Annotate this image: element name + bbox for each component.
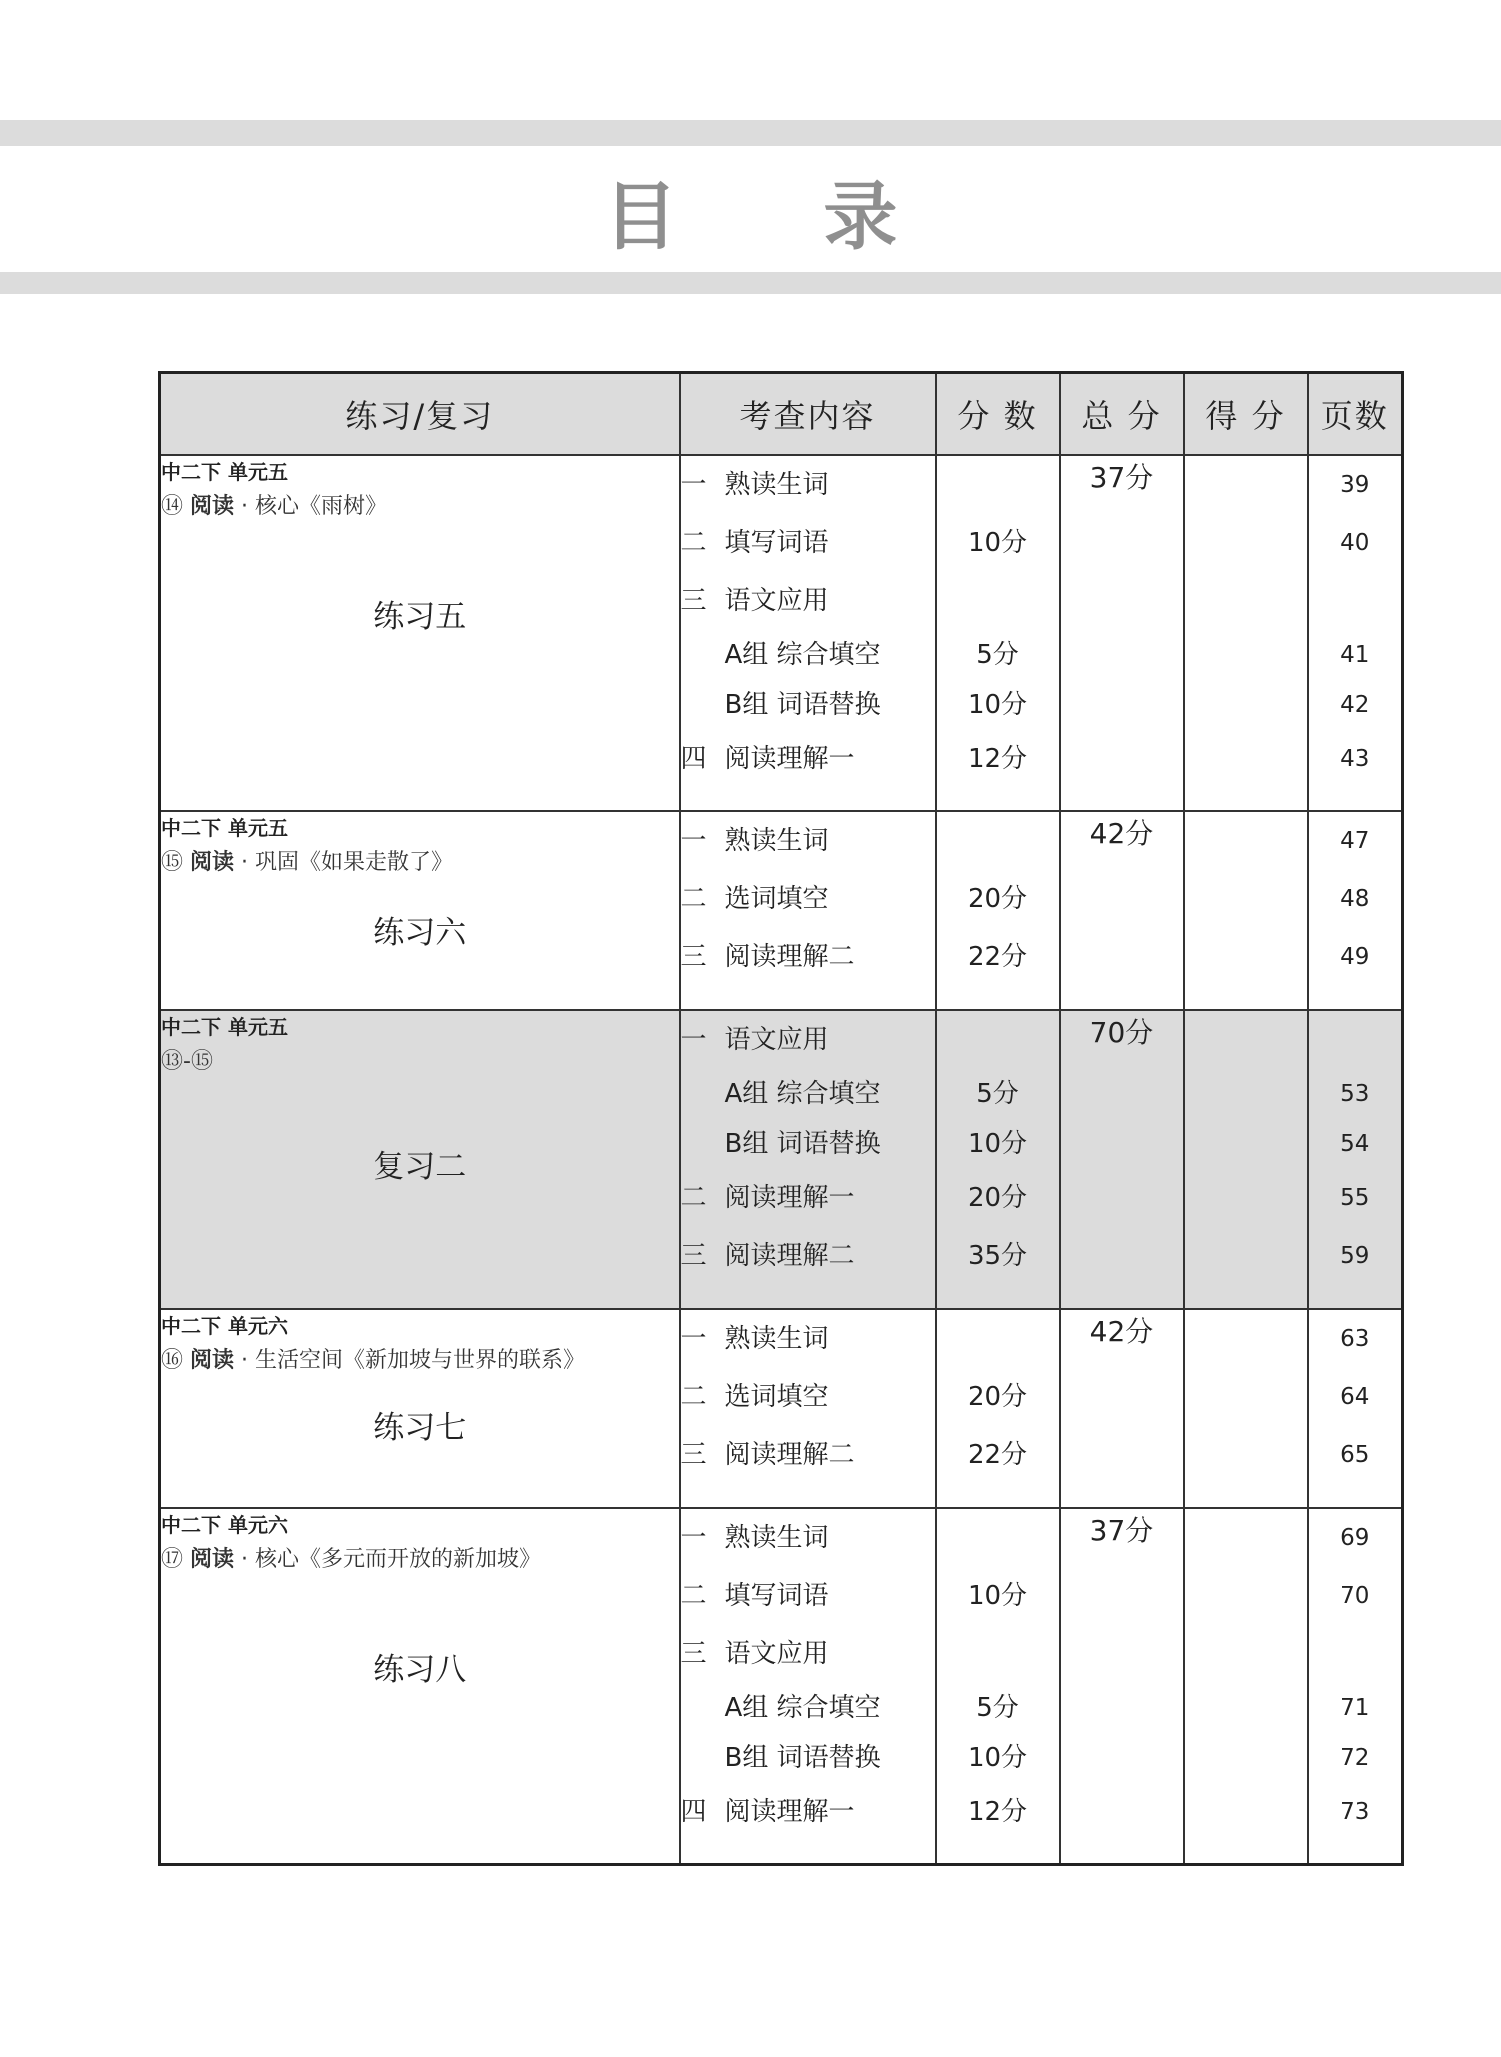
score-cell — [936, 1508, 1060, 1864]
score-value: 5分 — [976, 1693, 1019, 1723]
obtained-cell — [1184, 811, 1308, 1010]
unit-label: 中二下 单元六 — [161, 1513, 288, 1537]
item-text: B组 词语替换 — [724, 1743, 881, 1773]
obtained-cell — [1184, 455, 1308, 811]
score-value: 5分 — [976, 1079, 1019, 1109]
item-text: 语文应用 — [724, 1639, 829, 1669]
score-value: 10分 — [967, 1743, 1028, 1773]
score-value: 22分 — [967, 942, 1028, 972]
toc-table — [158, 371, 1404, 1866]
score-cell — [936, 455, 1060, 811]
page-cell — [1308, 1508, 1403, 1864]
score-value: 20分 — [967, 884, 1028, 914]
item-text: A组 综合填空 — [724, 1693, 881, 1723]
lesson-label — [161, 845, 679, 876]
item-mark: 一 — [680, 1324, 707, 1354]
item-mark: 三 — [680, 586, 707, 616]
content-cell — [680, 811, 936, 1010]
page-number: 71 — [1340, 1695, 1370, 1721]
item-text: 选词填空 — [724, 1382, 829, 1412]
page-number: 73 — [1340, 1799, 1370, 1825]
item-mark: 一 — [680, 826, 707, 856]
page-number: 47 — [1340, 828, 1370, 854]
lesson-label — [161, 1542, 679, 1573]
toc-body — [160, 455, 1403, 1864]
lesson-number: ⑬-⑮ — [161, 1049, 213, 1074]
page-cell — [1308, 455, 1403, 811]
item-text: 阅读理解二 — [724, 1440, 855, 1470]
score-value: 22分 — [967, 1440, 1028, 1470]
lesson-title: · 生活空间《新加坡与世界的联系》 — [234, 1348, 585, 1373]
score-value — [937, 812, 1059, 870]
exercise-cell — [160, 1010, 680, 1309]
content-line — [681, 928, 935, 986]
page-number: 54 — [1340, 1131, 1370, 1157]
page-number — [1309, 572, 1402, 630]
lesson-label — [161, 489, 679, 520]
page-number: 42 — [1340, 692, 1370, 718]
table-row — [160, 1508, 1403, 1864]
item-text: 填写词语 — [724, 1581, 829, 1611]
page-number: 70 — [1340, 1583, 1370, 1609]
score-value — [937, 1509, 1059, 1567]
header-row — [160, 373, 1403, 456]
total-cell: 37分 — [1060, 455, 1184, 811]
content-line — [681, 1119, 935, 1169]
unit-label: 中二下 单元六 — [161, 1314, 288, 1338]
obtained-cell — [1184, 1508, 1308, 1864]
unit-label: 中二下 单元五 — [161, 460, 288, 484]
lesson-kind: 阅读 — [190, 1547, 235, 1572]
page-number: 43 — [1340, 746, 1370, 772]
item-text: 熟读生词 — [724, 1324, 829, 1354]
obtained-cell — [1184, 1309, 1308, 1508]
exercise-cell — [160, 811, 680, 1010]
header-exercise: 练习/复习 — [160, 373, 680, 456]
page-cell — [1308, 1309, 1403, 1508]
lesson-kind: 阅读 — [190, 850, 235, 875]
score-cell — [936, 1010, 1060, 1309]
page-number: 53 — [1340, 1081, 1370, 1107]
exercise-name: 练习七 — [373, 1410, 467, 1446]
score-value: 12分 — [967, 1797, 1028, 1827]
page-number: 72 — [1340, 1745, 1370, 1771]
item-mark: 二 — [680, 884, 707, 914]
page-title: 目 录 — [603, 174, 958, 260]
content-line — [681, 1509, 935, 1567]
total-cell: 42分 — [1060, 811, 1184, 1010]
table-row — [160, 1010, 1403, 1309]
content-line — [681, 1368, 935, 1426]
item-text: 阅读理解一 — [724, 1183, 855, 1213]
lesson-kind: 阅读 — [190, 494, 235, 519]
page-number — [1309, 1625, 1402, 1683]
item-mark: 一 — [680, 1523, 707, 1553]
table-row — [160, 1309, 1403, 1508]
item-mark: 二 — [680, 528, 707, 558]
content-line — [681, 514, 935, 572]
content-line — [681, 870, 935, 928]
header-band-bottom — [0, 272, 1501, 294]
content-line — [681, 680, 935, 730]
item-mark: 三 — [680, 1440, 707, 1470]
score-value: 35分 — [967, 1241, 1028, 1271]
score-value: 12分 — [967, 744, 1028, 774]
content-line — [681, 812, 935, 870]
obtained-cell — [1184, 1010, 1308, 1309]
content-line — [681, 1011, 935, 1069]
page-number: 69 — [1340, 1525, 1370, 1551]
item-mark: 四 — [680, 1797, 707, 1827]
score-value: 10分 — [967, 1581, 1028, 1611]
lesson-number: ⑮ — [161, 850, 190, 875]
page-number: 40 — [1340, 530, 1370, 556]
score-cell — [936, 811, 1060, 1010]
item-mark: 二 — [680, 1382, 707, 1412]
page-number: 59 — [1340, 1243, 1370, 1269]
page-number — [1309, 1011, 1402, 1069]
score-value: 10分 — [967, 1129, 1028, 1159]
header-obtained: 得 分 — [1184, 373, 1308, 456]
item-mark: 一 — [680, 470, 707, 500]
content-cell — [680, 1010, 936, 1309]
content-line — [681, 1426, 935, 1484]
score-value: 5分 — [976, 640, 1019, 670]
content-line — [681, 1733, 935, 1783]
lesson-label — [161, 1044, 679, 1075]
item-text: 阅读理解二 — [724, 1241, 855, 1271]
score-value — [937, 456, 1059, 514]
item-text: 熟读生词 — [724, 470, 829, 500]
item-text: 语文应用 — [724, 586, 829, 616]
header-total: 总 分 — [1060, 373, 1184, 456]
item-mark: 三 — [680, 1241, 707, 1271]
unit-label: 中二下 单元五 — [161, 1015, 288, 1039]
exercise-name: 复习二 — [373, 1149, 467, 1185]
content-line — [681, 1683, 935, 1733]
score-cell — [936, 1309, 1060, 1508]
score-value: 10分 — [967, 690, 1028, 720]
item-mark: 二 — [680, 1581, 707, 1611]
content-cell — [680, 455, 936, 811]
page-cell — [1308, 1010, 1403, 1309]
item-mark: 四 — [680, 744, 707, 774]
exercise-cell — [160, 455, 680, 811]
score-value: 20分 — [967, 1382, 1028, 1412]
table-row — [160, 455, 1403, 811]
content-line — [681, 1783, 935, 1841]
page-number: 41 — [1340, 642, 1370, 668]
page-number: 63 — [1340, 1326, 1370, 1352]
page-cell — [1308, 811, 1403, 1010]
page-number: 49 — [1340, 944, 1370, 970]
score-value — [937, 1011, 1059, 1069]
page-number: 65 — [1340, 1442, 1370, 1468]
content-line — [681, 572, 935, 630]
content-line — [681, 1625, 935, 1683]
total-cell: 42分 — [1060, 1309, 1184, 1508]
lesson-number: ⑰ — [161, 1547, 190, 1572]
header-content: 考查内容 — [680, 373, 936, 456]
total-cell: 37分 — [1060, 1508, 1184, 1864]
page-number: 64 — [1340, 1384, 1370, 1410]
item-text: A组 综合填空 — [724, 1079, 881, 1109]
exercise-name: 练习八 — [373, 1652, 467, 1688]
score-value — [937, 1310, 1059, 1368]
table-row — [160, 811, 1403, 1010]
item-text: B组 词语替换 — [724, 690, 881, 720]
item-text: 选词填空 — [724, 884, 829, 914]
header-band-top — [0, 120, 1501, 146]
exercise-name: 练习六 — [373, 915, 467, 951]
content-line — [681, 630, 935, 680]
item-text: 阅读理解一 — [724, 1797, 855, 1827]
content-cell — [680, 1309, 936, 1508]
lesson-number: ⑯ — [161, 1348, 190, 1373]
unit-label: 中二下 单元五 — [161, 816, 288, 840]
item-text: 语文应用 — [724, 1025, 829, 1055]
item-text: 填写词语 — [724, 528, 829, 558]
content-line — [681, 1567, 935, 1625]
lesson-title: · 核心《雨树》 — [234, 494, 387, 519]
item-text: 熟读生词 — [724, 826, 829, 856]
content-line — [681, 1310, 935, 1368]
lesson-title: · 核心《多元而开放的新加坡》 — [234, 1547, 541, 1572]
lesson-number: ⑭ — [161, 494, 190, 519]
item-mark: 二 — [680, 1183, 707, 1213]
header-page: 页数 — [1308, 373, 1403, 456]
content-line — [681, 1227, 935, 1285]
page-number: 39 — [1340, 472, 1370, 498]
item-mark: 三 — [680, 942, 707, 972]
exercise-cell — [160, 1309, 680, 1508]
content-line — [681, 1069, 935, 1119]
lesson-kind: 阅读 — [190, 1348, 235, 1373]
lesson-title: · 巩固《如果走散了》 — [234, 850, 453, 875]
score-value — [937, 572, 1059, 630]
score-value: 10分 — [967, 528, 1028, 558]
item-text: B组 词语替换 — [724, 1129, 881, 1159]
item-mark: 三 — [680, 1639, 707, 1669]
item-mark: 一 — [680, 1025, 707, 1055]
content-line — [681, 730, 935, 788]
header-score: 分 数 — [936, 373, 1060, 456]
item-text: 熟读生词 — [724, 1523, 829, 1553]
score-value: 20分 — [967, 1183, 1028, 1213]
score-value — [937, 1625, 1059, 1683]
exercise-cell — [160, 1508, 680, 1864]
lesson-label — [161, 1343, 679, 1374]
exercise-name: 练习五 — [373, 599, 467, 635]
page-number: 48 — [1340, 886, 1370, 912]
content-line — [681, 456, 935, 514]
item-text: A组 综合填空 — [724, 640, 881, 670]
item-text: 阅读理解二 — [724, 942, 855, 972]
item-text: 阅读理解一 — [724, 744, 855, 774]
content-cell — [680, 1508, 936, 1864]
page-number: 55 — [1340, 1185, 1370, 1211]
content-line — [681, 1169, 935, 1227]
total-cell: 70分 — [1060, 1010, 1184, 1309]
